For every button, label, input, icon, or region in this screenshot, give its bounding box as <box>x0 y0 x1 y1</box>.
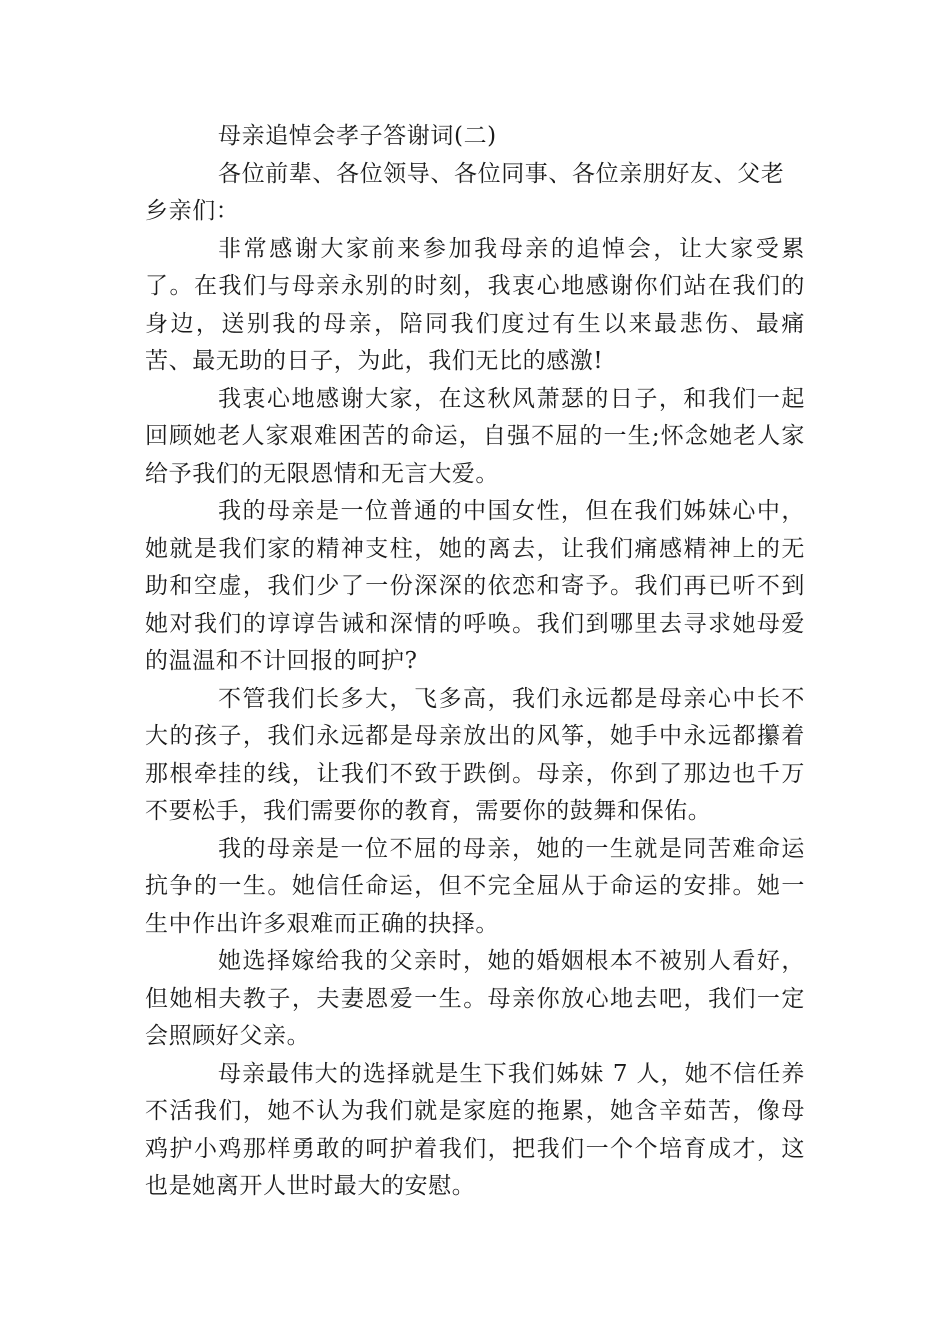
paragraph: 非常感谢大家前来参加我母亲的追悼会，让大家受累了。在我们与母亲永别的时刻，我衷心地感谢你们站在我们的身边，送别我的母亲，陪同我们度过有生以来最悲伤、最痛苦、最无助的日子，为此，我们无比的感激! <box>145 235 805 374</box>
document-body <box>145 118 805 1206</box>
paragraph: 不管我们长多大，飞多高，我们永远都是母亲心中长不大的孩子，我们永远都是母亲放出的风筝，她手中永远都攥着那根牵挂的线，让我们不致于跌倒。母亲，你到了那边也千万不要松手，我们需要你的教育，需要你的鼓舞和保佑。 <box>145 685 805 824</box>
paragraph: 我的母亲是一位不屈的母亲，她的一生就是同苦难命运抗争的一生。她信任命运，但不完全屈从于命运的安排。她一生中作出许多艰难而正确的抉择。 <box>145 835 805 937</box>
paragraph: 我衷心地感谢大家，在这秋风萧瑟的日子，和我们一起回顾她老人家艰难困苦的命运，自强不屈的一生;怀念她老人家给予我们的无限恩情和无言大爱。 <box>145 385 805 487</box>
document-title: 母亲追悼会孝子答谢词(二) <box>218 123 497 149</box>
paragraph: 我的母亲是一位普通的中国女性，但在我们姊妹心中，她就是我们家的精神支柱，她的离去，让我们痛感精神上的无助和空虚，我们少了一份深深的依恋和寄予。我们再已听不到她对我们的谆谆告诫和深情的呼唤。我们到哪里去寻求她母爱的温温和不计回报的呵护? <box>145 498 805 674</box>
paragraph: 她选择嫁给我的父亲时，她的婚姻根本不被别人看好，但她相夫教子，夫妻恩爱一生。母亲你放心地去吧，我们一定会照顾好父亲。 <box>145 948 805 1049</box>
paragraph: 母亲最伟大的选择就是生下我们姊妹 7 人，她不信任养不活我们，她不认为我们就是家庭的拖累，她含辛茹苦，像母鸡护小鸡那样勇敢的呵护着我们，把我们一个个培育成才，这也是她离开人世时最大的安慰。 <box>145 1060 805 1199</box>
salutation: 各位前辈、各位领导、各位同事、各位亲朋好友、父老乡亲们： <box>145 160 785 224</box>
